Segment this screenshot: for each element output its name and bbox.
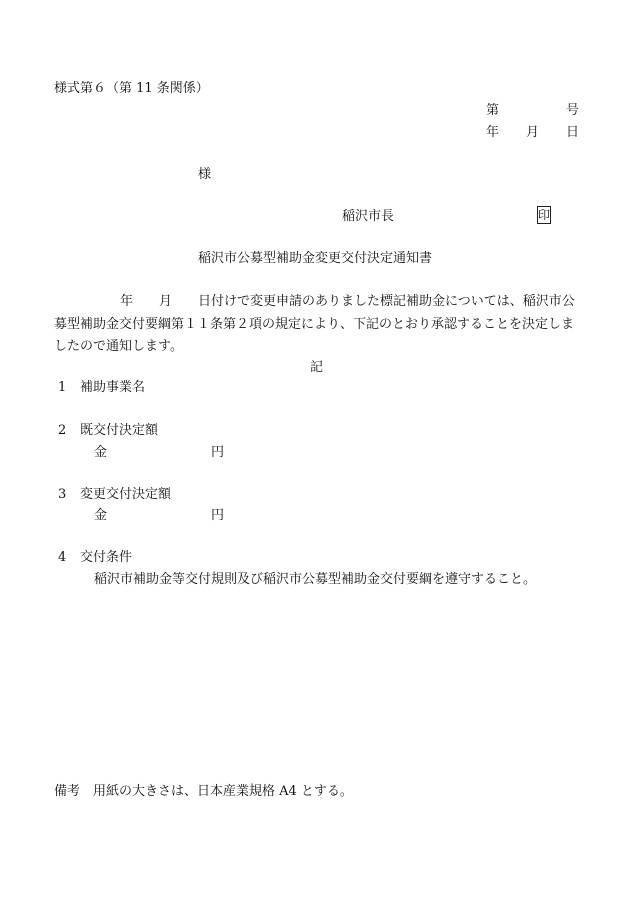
doc-number-label: 第 <box>486 103 500 118</box>
item-4-number: 4 <box>58 550 67 565</box>
item-4-text: 稲沢市補助金等交付規則及び稲沢市公募型補助金交付要綱を遵守すること。 <box>94 572 537 587</box>
item-1-number: 1 <box>58 380 67 395</box>
body-line-3: したので通知します。 <box>54 339 183 354</box>
date-month: 月 <box>526 125 540 140</box>
ki-heading: 記 <box>310 360 324 375</box>
note-label: 備考 <box>54 784 81 799</box>
body-line-1: 日付けで変更申請のありました標記補助金については、稲沢市公 <box>198 294 575 309</box>
item-2-label: 既交付決定額 <box>80 423 159 438</box>
note-text: 用紙の大きさは、日本産業規格 A4 とする。 <box>93 784 353 799</box>
document-title: 稲沢市公募型補助金変更交付決定通知書 <box>198 251 433 266</box>
seal-mark: 印 <box>538 208 551 222</box>
body-month: 月 <box>159 294 173 309</box>
body-year: 年 <box>120 294 134 309</box>
body-line-2: 募型補助金交付要綱第１１条第２項の規定により、下記のとおり承認することを決定しま <box>54 317 575 332</box>
item-4-label: 交付条件 <box>80 550 133 565</box>
date-year: 年 <box>486 125 500 140</box>
addressee-honorific: 様 <box>198 167 212 182</box>
doc-number-suffix: 号 <box>566 103 580 118</box>
sender-title: 稲沢市長 <box>342 209 395 224</box>
item-3-label: 変更交付決定額 <box>80 487 172 502</box>
item-2-kin: 金 <box>94 445 108 460</box>
item-1-label: 補助事業名 <box>80 380 146 395</box>
item-3-number: 3 <box>58 487 67 502</box>
date-day: 日 <box>566 125 580 140</box>
item-3-yen: 円 <box>211 508 225 523</box>
item-3-kin: 金 <box>94 508 108 523</box>
item-2-yen: 円 <box>211 445 225 460</box>
item-2-number: 2 <box>58 423 67 438</box>
form-number: 様式第６（第 11 条関係） <box>54 81 209 96</box>
